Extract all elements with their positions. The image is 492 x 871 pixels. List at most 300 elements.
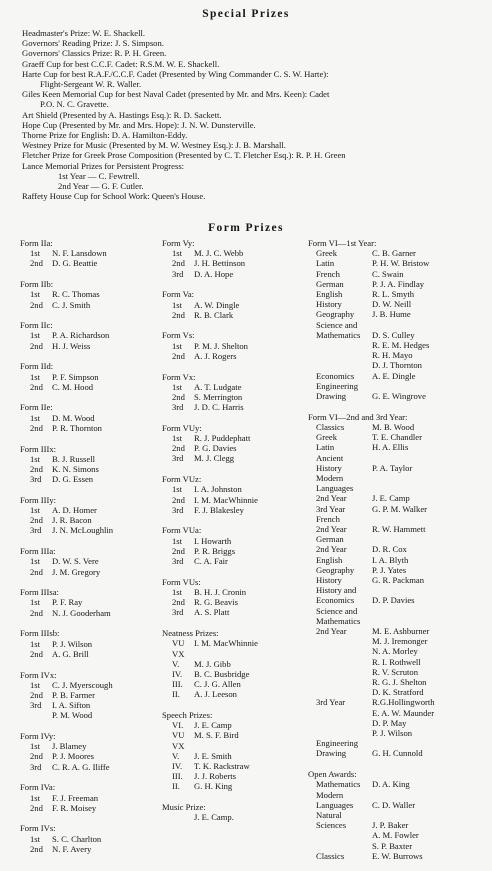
subject-label: Classics [316, 850, 345, 861]
place-label: 1st [30, 597, 41, 608]
winner-name: D. G. Beattie [52, 258, 98, 269]
winner-name: A. W. Dingle [194, 299, 240, 310]
place-label: 3rd [30, 700, 42, 711]
section-heading: Form VI—1st Year: [308, 238, 377, 248]
subject-label: French [316, 513, 340, 524]
winner-name: D. W. S. Vere [52, 556, 99, 567]
prize-row [162, 300, 302, 310]
place-label: 1st [172, 433, 183, 444]
prize-row [162, 730, 302, 740]
subject-label: History and [316, 585, 357, 596]
winner-name: P. B. Farmer [52, 689, 95, 700]
special-prizes-heading: Special Prizes [202, 8, 290, 20]
form-heading: Form VUs: [162, 576, 201, 587]
winner-name: F. J. Blakesley [194, 504, 244, 515]
winner-name: P. G. Davies [194, 443, 237, 454]
subject-row [308, 350, 488, 360]
subject-label: History [316, 299, 342, 310]
winner-name: A. J. Leeson [194, 689, 237, 700]
winner-name: C. J. Myerscough [52, 679, 113, 690]
special-prize-line: Flight-Sergeant W. R. Waller. [40, 79, 142, 90]
place-label: IV. [172, 668, 183, 679]
subject-label: Science and [316, 319, 358, 330]
place-label: 1st [30, 330, 41, 341]
winner-name: R. G. J. Shelton [372, 677, 427, 688]
form-block [20, 731, 148, 772]
prize-row [20, 372, 148, 382]
winner-name: A. D. Homer [52, 505, 97, 516]
subject-row [308, 299, 488, 309]
place-label: 2nd [172, 258, 185, 269]
winner-name: J. R. Bacon [52, 515, 92, 526]
winner-name: P. R. Briggs [194, 545, 236, 556]
place-label: VU [172, 638, 185, 649]
subject-label: Greek [316, 432, 337, 443]
subject-row [308, 360, 488, 370]
prize-row [20, 341, 148, 351]
subject-row [308, 330, 488, 340]
special-prize-line: Fletcher Prize for Greek Prose Composition (Presented by C. T. Fletcher Esq.): R. P. H. Green [22, 150, 346, 161]
subject-row [308, 646, 488, 656]
place-label: V. [172, 658, 180, 669]
place-label: 1st [172, 381, 183, 392]
winner-name: D. P. May [372, 717, 407, 728]
place-label: 1st [30, 833, 41, 844]
place-label: VX [172, 740, 185, 751]
winner-name: J. P. Baker [372, 820, 409, 831]
prize-row [162, 341, 302, 351]
winner-name: E. A. W. Maunder [372, 707, 435, 718]
subject-row [308, 738, 488, 748]
winner-name: G. P. M. Walker [372, 503, 428, 514]
form-heading: Form IIa: [20, 238, 53, 248]
winner-name: N. J. Gooderham [52, 607, 111, 618]
section-heading: Open Awards: [308, 769, 357, 780]
winner-name: D. P. Davies [372, 595, 415, 606]
subject-row [308, 514, 488, 524]
winner-name: H. A. Ellis [372, 442, 409, 453]
form-heading: Form IIIsb: [20, 628, 60, 639]
subject-label: Economics [316, 370, 355, 381]
subject-label: Modern [316, 472, 344, 483]
place-label: III. [172, 679, 183, 690]
subject-row [308, 340, 488, 350]
subject-row [308, 779, 488, 789]
prize-row [20, 464, 148, 474]
subject-row [308, 473, 488, 483]
winner-name: A. J. Rogers [194, 350, 237, 361]
form-block [162, 710, 302, 792]
prize-row [162, 587, 302, 597]
subject-label: 3rd Year [316, 697, 346, 708]
subject-row [308, 422, 488, 432]
special-prize-line: Thorne Prize for English: D. A. Hamilton-Eddy. [22, 130, 188, 141]
prize-row [162, 741, 302, 751]
prize-row [162, 546, 302, 556]
form-heading: Form IVx: [20, 669, 57, 680]
winner-name: J. E. Smith [194, 750, 232, 761]
place-label: 2nd [30, 381, 43, 392]
winner-name: J. E. Camp. [194, 812, 234, 823]
form-heading: Form IIb: [20, 279, 54, 290]
winner-name: A. G. Brill [52, 648, 89, 659]
winner-name: P. J. Wilson [372, 728, 413, 739]
winner-name: D. G. Essen [52, 474, 94, 485]
prize-row [20, 556, 148, 566]
subject-label: Latin [316, 258, 335, 269]
winner-name: M. S. F. Bird [194, 730, 239, 741]
winner-name: C. J. Smith [52, 299, 91, 310]
place-label: V. [172, 750, 180, 761]
winner-name: A. M. Fowler [372, 830, 419, 841]
winner-name: D. M. Wood [52, 412, 95, 423]
prize-row [162, 258, 302, 268]
sixth-form-section [308, 769, 488, 861]
winner-name: F. J. Freeman [52, 792, 99, 803]
winner-name: D. J. Thornton [372, 360, 422, 371]
subject-row [308, 575, 488, 585]
prize-row [20, 710, 148, 720]
form-block [20, 444, 148, 485]
winner-name: D. K. Stratford [372, 687, 424, 698]
place-label: 3rd [172, 556, 184, 567]
subject-row [308, 544, 488, 554]
form-heading: Form IIIa: [20, 546, 56, 557]
winner-name: I. Howarth [194, 535, 232, 546]
subject-label: 2nd Year [316, 493, 347, 504]
place-label: 2nd [30, 340, 43, 351]
winner-name: G. H. Cunnold [372, 748, 423, 759]
winner-name: R. H. Mayo [372, 350, 413, 361]
winner-name: C. J. G. Allen [194, 679, 241, 690]
form-heading: Form VUz: [162, 474, 202, 485]
subject-row [308, 830, 488, 840]
special-prize-line: Graeff Cup for best C.C.F. Cadet: R.S.M. W. E. Shackell. [22, 58, 220, 69]
place-label: 1st [30, 289, 41, 300]
place-label: 1st [30, 248, 41, 259]
special-prize-line: Art Shield (Presented by A. Hastings Esq.): R. D. Sackett. [22, 109, 222, 120]
subject-row [308, 493, 488, 503]
place-label: VI. [172, 720, 184, 731]
prize-row [162, 392, 302, 402]
subject-row [308, 565, 488, 575]
winner-name: P. J. Wilson [52, 638, 93, 649]
place-label: 1st [172, 248, 183, 259]
prize-row [162, 597, 302, 607]
place-label: 1st [30, 453, 41, 464]
form-prizes-column-3 [308, 238, 488, 871]
subject-label: 3rd Year [316, 503, 346, 514]
form-heading: Form IIIy: [20, 494, 57, 505]
place-label: II. [172, 781, 180, 792]
winner-name: P. J. A. Findlay [372, 278, 425, 289]
winner-name: C. Swain [372, 268, 404, 279]
winner-name: D. A. Hope [194, 268, 234, 279]
form-block [20, 823, 148, 854]
prize-row [20, 834, 148, 844]
prize-row [162, 484, 302, 494]
prize-row [20, 258, 148, 268]
form-prizes-heading: Form Prizes [208, 222, 284, 234]
prize-row [162, 669, 302, 679]
winner-name: J. B. Hume [372, 309, 411, 320]
winner-name: D. S. Culley [372, 329, 415, 340]
winner-name: J. N. McLoughlin [52, 525, 114, 536]
winner-name: C. D. Waller [372, 799, 416, 810]
subject-label: English [316, 554, 343, 565]
winner-name: J. H. Bettinson [194, 258, 246, 269]
subject-row [308, 606, 488, 616]
prize-row [20, 454, 148, 464]
prize-row [20, 649, 148, 659]
winner-name: P. H. W. Bristow [372, 258, 430, 269]
special-prize-line: Headmaster's Prize: W. E. Shackell. [22, 28, 146, 38]
place-label: 1st [172, 299, 183, 310]
winner-name: P. J. Yates [372, 564, 407, 575]
subject-label: Greek [316, 248, 337, 259]
place-label: 2nd [30, 566, 43, 577]
special-prize-line: Raffety House Cup for School Work: Queen's House. [22, 191, 206, 202]
prize-row [162, 269, 302, 279]
winner-name: H. J. Weiss [52, 340, 91, 351]
prize-row [20, 474, 148, 484]
form-block [20, 546, 148, 577]
subject-row [308, 728, 488, 738]
form-block [162, 628, 302, 699]
winner-name: P. R. Thornton [52, 422, 102, 433]
special-prizes-list [22, 28, 484, 201]
place-label: 1st [30, 556, 41, 567]
subject-label: 2nd Year [316, 523, 347, 534]
subject-row [308, 248, 488, 258]
prize-row [162, 351, 302, 361]
winner-name: A. S. Platt [194, 607, 230, 618]
special-prize-line: Governors' Reading Prize: J. S. Simpson. [22, 38, 164, 49]
prize-row [162, 310, 302, 320]
form-heading: Form IIIsa: [20, 587, 59, 598]
winner-name: D. R. Cox [372, 544, 407, 555]
form-heading: Form Vx: [162, 371, 196, 382]
winner-name: J. D. C. Harris [194, 402, 244, 413]
prize-row [20, 413, 148, 423]
subject-label: German [316, 278, 344, 289]
prize-row [162, 607, 302, 617]
section-heading: Form VI—2nd and 3rd Year: [308, 411, 408, 422]
prize-row [20, 330, 148, 340]
prize-row [162, 812, 302, 822]
prize-row [162, 536, 302, 546]
subject-row [308, 687, 488, 697]
place-label: 3rd [172, 453, 184, 464]
prize-row [20, 762, 148, 772]
subject-row [308, 432, 488, 442]
subject-row [308, 616, 488, 626]
prize-row [162, 638, 302, 648]
subject-label: Mathematics [316, 615, 361, 626]
winner-name: R. V. Scruton [372, 666, 419, 677]
form-heading: Neatness Prizes: [162, 628, 219, 639]
winner-name: N. F. Lansdown [52, 248, 107, 259]
form-block [162, 372, 302, 413]
place-label: 1st [30, 505, 41, 516]
subject-label: English [316, 289, 343, 300]
winner-name: S. C. Charlton [52, 833, 102, 844]
subject-label: Engineering [316, 738, 358, 749]
form-heading: Form IVa: [20, 782, 56, 793]
subject-label: Modern [316, 789, 344, 800]
subject-row [308, 555, 488, 565]
subject-row [308, 279, 488, 289]
winner-name: A. T. Ludgate [194, 381, 242, 392]
subject-label: German [316, 534, 344, 545]
winner-name: R. I. Rothwell [372, 656, 421, 667]
winner-name: R. W. Hammett [372, 523, 426, 534]
subject-row [308, 258, 488, 268]
place-label: 2nd [30, 515, 43, 526]
place-label: 1st [30, 638, 41, 649]
special-prize-line: Giles Keen Memorial Cup for best Naval Cadet (presented by Mr. and Mrs. Keen): Cadet [22, 89, 330, 100]
place-label: 2nd [30, 689, 43, 700]
subject-label: French [316, 268, 340, 279]
subject-label: Languages [316, 483, 354, 494]
winner-name: M. J. Iremonger [372, 636, 428, 647]
prize-row [162, 761, 302, 771]
winner-name: J. E. Camp [372, 493, 410, 504]
subject-row [308, 636, 488, 646]
subject-label: History [316, 575, 342, 585]
place-label: 3rd [172, 268, 184, 279]
winner-name: C. M. Hood [52, 381, 94, 392]
place-label: 1st [172, 535, 183, 546]
subject-label: Geography [316, 564, 355, 575]
form-block [20, 361, 148, 392]
prize-row [162, 556, 302, 566]
subject-row [308, 841, 488, 851]
place-label: 1st [30, 741, 41, 752]
form-heading: Form IVy: [20, 731, 56, 742]
winner-name: B. J. Russell [52, 453, 95, 464]
place-label: 2nd [172, 545, 185, 556]
prize-row [20, 608, 148, 618]
subject-row [308, 524, 488, 534]
place-label: 3rd [30, 474, 42, 485]
winner-name: I. A. Blyth [372, 554, 409, 565]
place-label: 2nd [30, 751, 43, 762]
winner-name: J. Blamey [52, 741, 87, 752]
form-block [20, 495, 148, 536]
winner-name: P. A. Taylor [372, 462, 413, 473]
place-label: 1st [172, 484, 183, 495]
winner-name: J. M. Gregory [52, 566, 101, 577]
prize-row [162, 248, 302, 258]
winner-name: B. H. J. Cronin [194, 586, 247, 597]
prize-row [20, 248, 148, 258]
winner-name: P. M. Wood [52, 710, 93, 721]
place-label: 1st [172, 586, 183, 597]
prize-row [20, 525, 148, 535]
prize-row [162, 649, 302, 659]
winner-name: N. F. Avery [52, 843, 92, 854]
winner-name: I. M. MacWhinnie [194, 638, 258, 649]
subject-row [308, 504, 488, 514]
prize-row [20, 690, 148, 700]
form-heading: Form IIc: [20, 320, 53, 331]
sixth-form-section [308, 412, 488, 759]
subject-row [308, 626, 488, 636]
prize-row [162, 433, 302, 443]
prize-row [20, 423, 148, 433]
form-block [162, 474, 302, 515]
subject-row [308, 381, 488, 391]
winner-name: C. A. Fair [194, 556, 228, 567]
winner-name: R. B. Clark [194, 309, 234, 320]
form-heading: Form IId: [20, 361, 54, 372]
winner-name: D. A. King [372, 779, 410, 790]
place-label: 2nd [30, 843, 43, 854]
prize-row [162, 453, 302, 463]
winner-name: E. W. Burrows [372, 850, 423, 861]
place-label: 2nd [30, 422, 43, 433]
place-label: 2nd [30, 648, 43, 659]
subject-label: Sciences [316, 820, 347, 831]
prize-row [20, 300, 148, 310]
winner-name: I. A. Sifton [52, 700, 91, 711]
form-heading: Form Vs: [162, 330, 195, 341]
subject-row [308, 585, 488, 595]
subject-label: Mathematics [316, 779, 361, 790]
place-label: 2nd [30, 802, 43, 813]
form-block [20, 402, 148, 433]
subject-row [308, 463, 488, 473]
winner-name: R. J. Puddephatt [194, 433, 251, 444]
place-label: 1st [30, 679, 41, 690]
place-label: 3rd [172, 607, 184, 618]
subject-label: Classics [316, 421, 345, 432]
prize-row [162, 402, 302, 412]
sixth-form-section [308, 238, 488, 401]
special-prize-line: Westney Prize for Music (Presented by M. W. Westney Esq.): J. B. Marshall. [22, 140, 286, 151]
subject-label: Drawing [316, 391, 347, 402]
prize-row [162, 720, 302, 730]
place-label: IV. [172, 761, 183, 772]
subject-row [308, 309, 488, 319]
form-block [20, 279, 148, 310]
prize-row [20, 505, 148, 515]
place-label: 3rd [172, 402, 184, 413]
place-label: II. [172, 689, 180, 700]
place-label: VU [172, 730, 185, 741]
form-prizes-column-1 [20, 238, 148, 865]
place-label: 2nd [172, 443, 185, 454]
winner-name: M. J. Clegg [194, 453, 235, 464]
form-block [20, 782, 148, 813]
prize-row [162, 751, 302, 761]
form-block [20, 670, 148, 721]
form-heading: Music Prize: [162, 802, 206, 813]
special-prize-line: Governors' Classics Prize: R. P. H. Green. [22, 48, 167, 59]
form-block [162, 577, 302, 618]
winner-name: P. F. Ray [52, 597, 83, 608]
form-block [20, 628, 148, 659]
subject-row [308, 790, 488, 800]
subject-label: Geography [316, 309, 355, 320]
prize-row [162, 443, 302, 453]
winner-name: P. J. Moores [52, 751, 95, 762]
subject-label: 2nd Year [316, 626, 347, 637]
winner-name: R. G. Beavis [194, 597, 238, 608]
winner-name: I. A. Johnston [194, 484, 242, 495]
place-label: 2nd [30, 607, 43, 618]
